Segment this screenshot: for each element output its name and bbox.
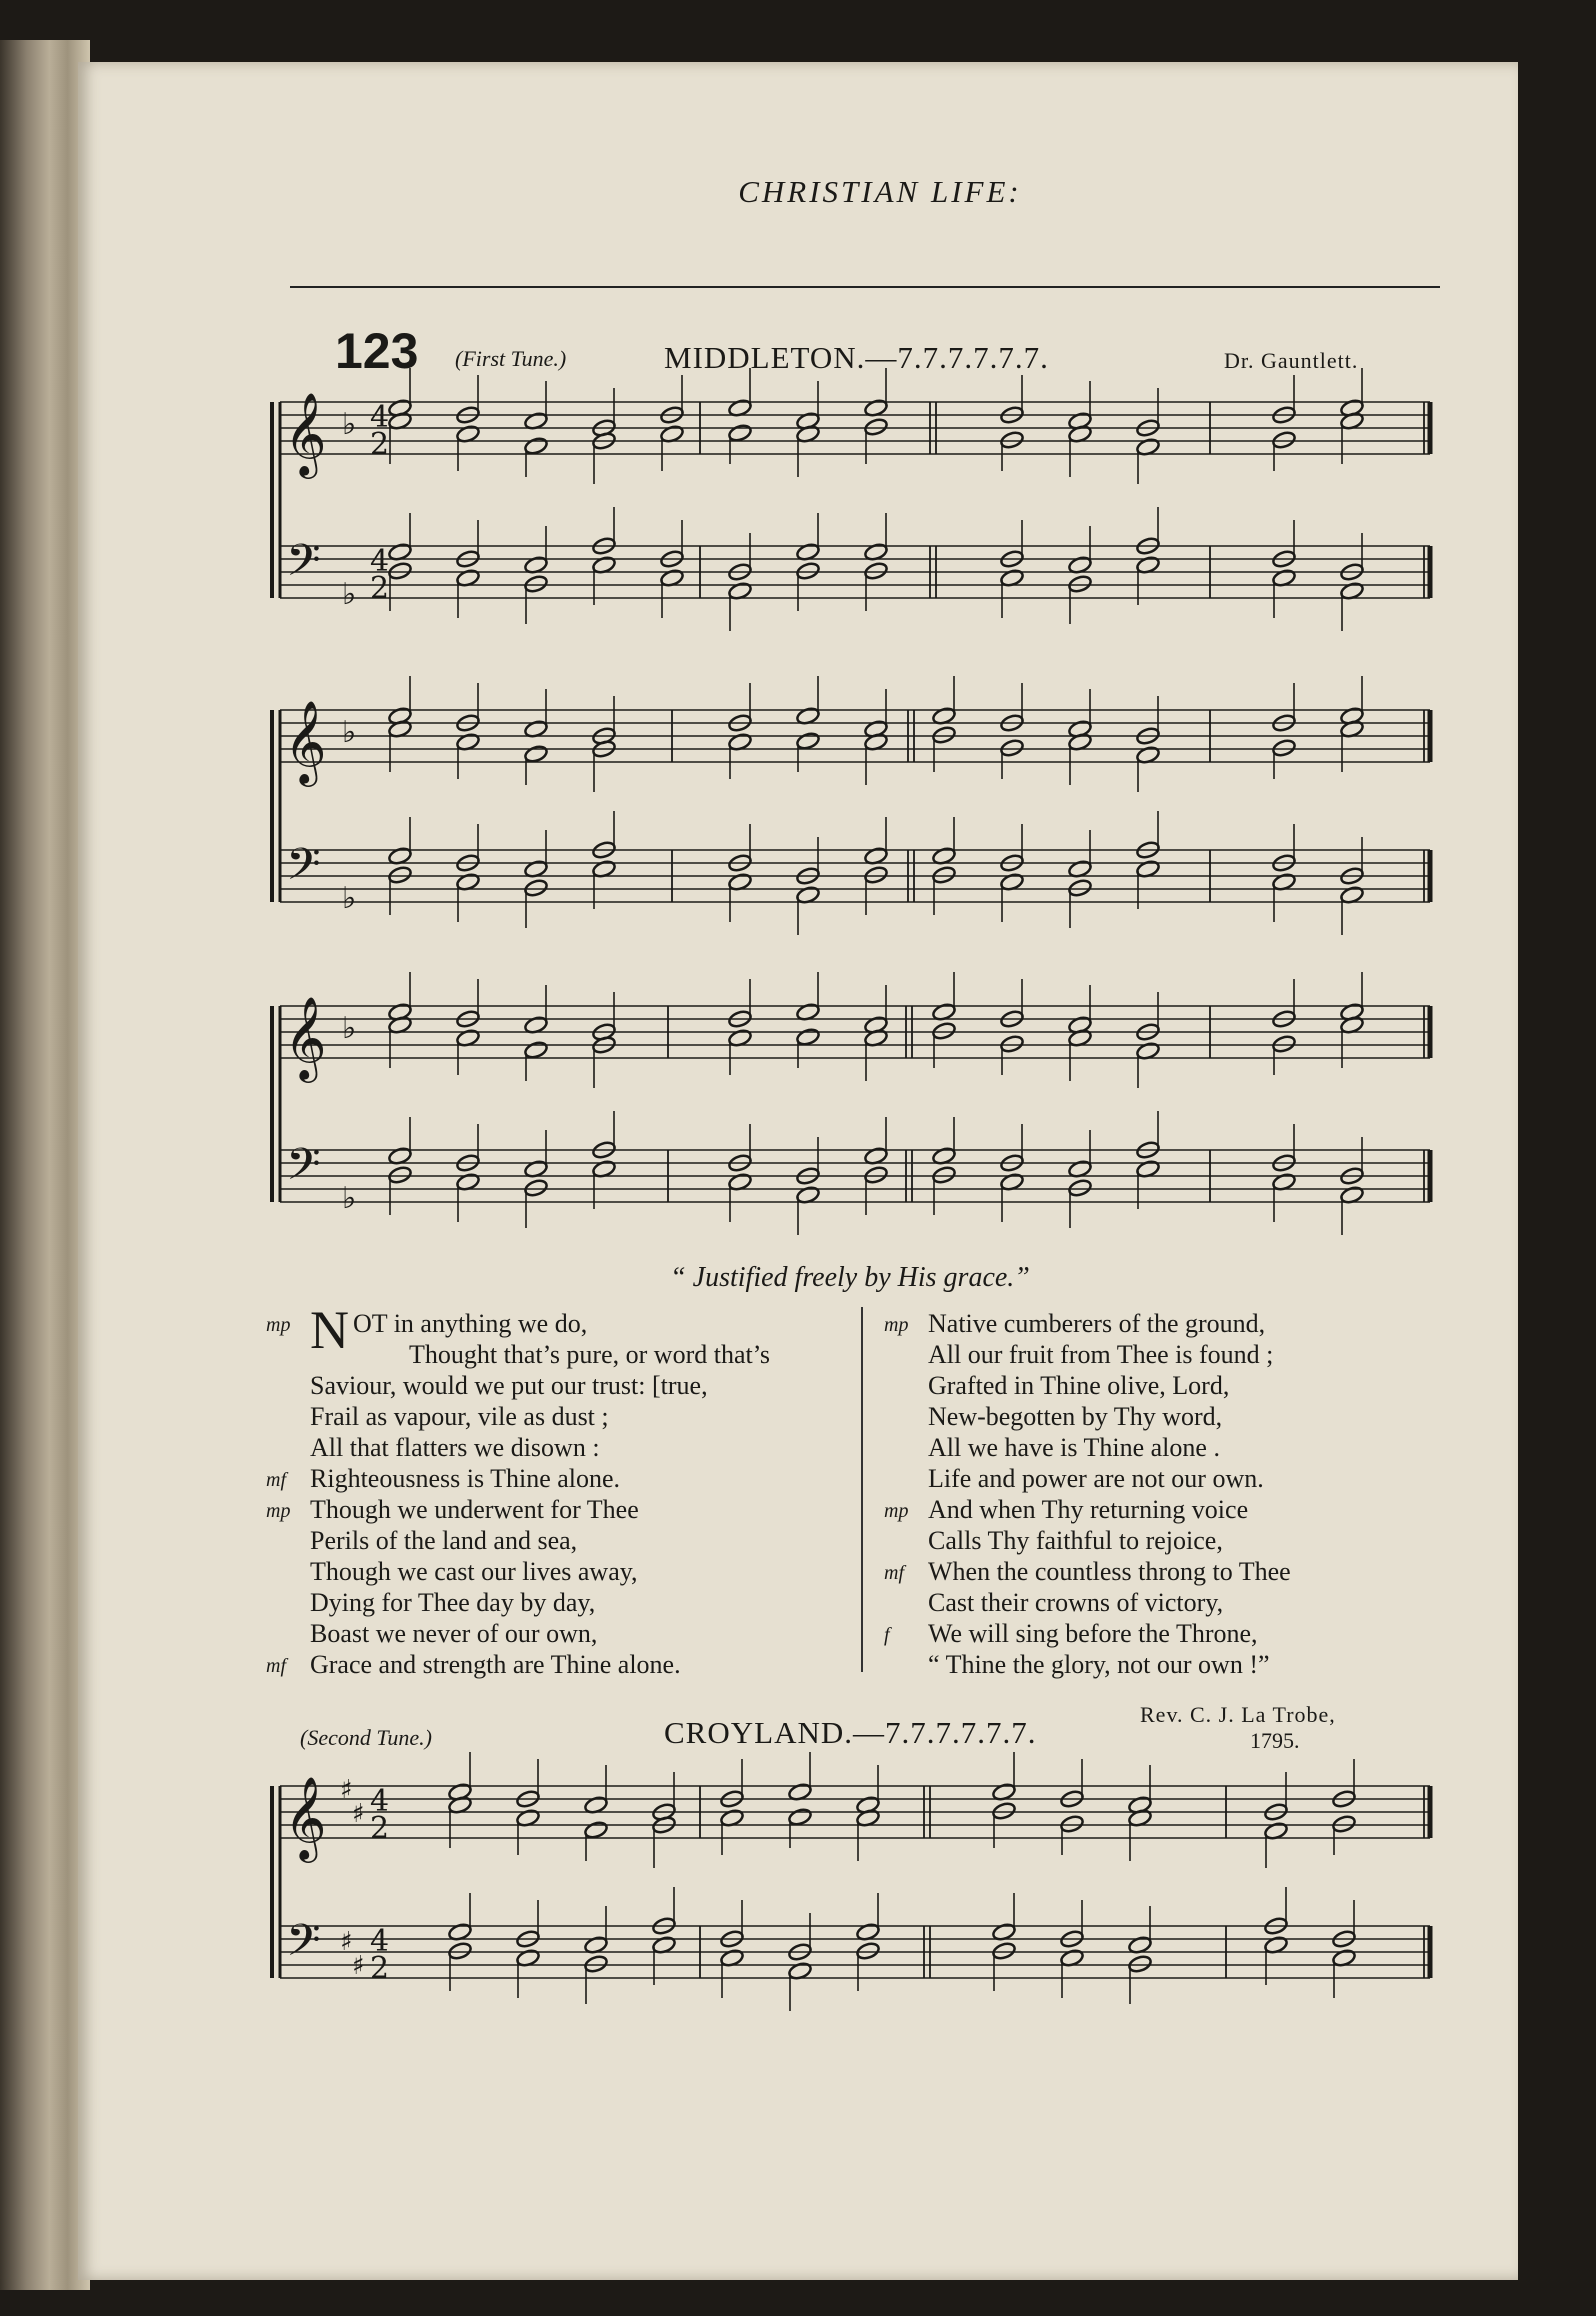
half-note-head: [387, 865, 412, 885]
verse-text: All our fruit from Thee is found ;: [928, 1340, 1274, 1369]
half-note-head: [387, 1165, 412, 1185]
half-note-head: [523, 744, 548, 764]
verse-line: [266, 1463, 727, 1494]
half-note-head: [931, 865, 956, 885]
verse-line: [310, 1587, 727, 1618]
verse-line: [928, 1401, 1291, 1432]
treble-clef: 𝄞: [284, 1775, 327, 1859]
key-signature-sharp: ♯: [352, 1799, 365, 1829]
verse-text: Life and power are not our own.: [928, 1464, 1264, 1493]
key-signature-flat: ♭: [342, 881, 357, 916]
half-note-head: [727, 423, 752, 443]
treble-clef: 𝄞: [284, 995, 327, 1079]
half-note-head: [931, 1021, 956, 1041]
dynamic-marking: mp: [266, 1314, 291, 1336]
bass-clef: 𝄢: [286, 838, 321, 901]
key-signature-flat: ♭: [342, 577, 357, 612]
half-note-head: [855, 1941, 880, 1961]
time-signature-top: 4: [370, 400, 390, 435]
time-signature-bottom: 2: [370, 571, 390, 606]
verse-line: [310, 1618, 727, 1649]
half-note-head: [1067, 1178, 1092, 1198]
verse-line: [310, 1556, 727, 1587]
verse-text: All we have is Thine alone .: [928, 1433, 1220, 1462]
time-signature-top: 4: [370, 544, 390, 579]
treble-clef: 𝄞: [284, 699, 327, 783]
dynamic-marking: mp: [884, 1314, 909, 1336]
half-note-head: [1127, 1954, 1152, 1974]
bass-clef: 𝄢: [286, 1914, 321, 1977]
half-note-head: [523, 1040, 548, 1060]
verse-text: Calls Thy faithful to rejoice,: [928, 1526, 1223, 1555]
key-signature-sharp: ♯: [340, 1927, 353, 1957]
half-note-head: [1271, 1034, 1296, 1054]
hymn-motto: “ Justified freely by His grace.”: [670, 1262, 1030, 1293]
verse-line: [928, 1525, 1291, 1556]
half-note-head: [583, 1954, 608, 1974]
key-signature-flat: ♭: [342, 1011, 357, 1046]
half-note-head: [1331, 1814, 1356, 1834]
verse-text: Grafted in Thine olive, Lord,: [928, 1371, 1230, 1400]
key-signature-flat: ♭: [342, 407, 357, 442]
bass-clef: 𝄢: [286, 1138, 321, 1201]
verse-text: Boast we never of our own,: [310, 1619, 598, 1648]
verse-line: [928, 1587, 1291, 1618]
half-note-head: [523, 574, 548, 594]
half-note-head: [991, 1941, 1016, 1961]
verse-text: Native cumberers of the ground,: [928, 1309, 1266, 1338]
first-tune-name: MIDDLETON.—7.7.7.7.7.7.: [664, 340, 1049, 375]
verse-line: [928, 1339, 1291, 1370]
half-note-head: [863, 1165, 888, 1185]
dynamic-marking: mf: [266, 1469, 286, 1491]
first-tune-composer: Dr. Gauntlett.: [1224, 348, 1359, 373]
half-note-head: [1059, 1814, 1084, 1834]
half-note-head: [787, 1807, 812, 1827]
second-tune-label: (Second Tune.): [300, 1725, 432, 1750]
verse-text: Perils of the land and sea,: [310, 1526, 578, 1555]
running-head: CHRISTIAN LIFE:: [738, 174, 1022, 209]
half-note-head: [1271, 430, 1296, 450]
drop-cap: N: [310, 1300, 349, 1360]
time-signature-bottom: 2: [370, 1951, 390, 1986]
verse-text: Cast their crowns of victory,: [928, 1588, 1224, 1617]
verses-left-column: [266, 1300, 771, 1680]
verse-text: Dying for Thee day by day,: [310, 1588, 596, 1617]
key-signature-sharp: ♯: [340, 1775, 353, 1805]
verse-line: [310, 1432, 727, 1463]
half-note-head: [795, 731, 820, 751]
time-signature-bottom: 2: [370, 427, 390, 462]
verse-line: [310, 1401, 727, 1432]
half-note-head: [999, 738, 1024, 758]
verse-line: [884, 1618, 1291, 1649]
second-tune-name: CROYLAND.—7.7.7.7.7.7.: [664, 1715, 1037, 1750]
half-note-head: [795, 561, 820, 581]
dynamic-marking: mp: [266, 1500, 291, 1522]
time-signature-top: 4: [370, 1784, 390, 1819]
key-signature-flat: ♭: [342, 715, 357, 750]
verse-text: We will sing before the Throne,: [928, 1619, 1258, 1648]
verse-line: [310, 1525, 727, 1556]
verse-line: [884, 1308, 1291, 1339]
verse-text: Though we cast our lives away,: [310, 1557, 638, 1586]
verse-text: Grace and strength are Thine alone.: [310, 1650, 681, 1679]
staff-systems: [272, 368, 1430, 2011]
second-tune-year: 1795.: [1250, 1728, 1300, 1753]
verse-text: Though we underwent for Thee: [310, 1495, 639, 1524]
second-tune-composer: Rev. C. J. La Trobe,: [1140, 1702, 1336, 1727]
verse-text: Saviour, would we put our trust: [true,: [310, 1371, 708, 1400]
half-note-head: [523, 1178, 548, 1198]
verses-right-column: [884, 1308, 1291, 1680]
verse-line: [928, 1370, 1291, 1401]
time-signature-top: 4: [370, 1924, 390, 1959]
half-note-head: [931, 1165, 956, 1185]
dynamic-marking: mp: [884, 1500, 909, 1522]
half-note-head: [523, 436, 548, 456]
verse-text: Frail as vapour, vile as dust ;: [310, 1402, 609, 1431]
dynamic-marking: mf: [884, 1562, 904, 1584]
verse-text: New-begotten by Thy word,: [928, 1402, 1223, 1431]
verse-text: OT in anything we do,: [353, 1309, 588, 1338]
half-note-head: [1067, 878, 1092, 898]
column-divider: [861, 1307, 863, 1672]
verse-text: “ Thine the glory, not our own !”: [928, 1650, 1270, 1679]
verse-line: [310, 1339, 771, 1370]
verse-text: When the countless throng to Thee: [928, 1557, 1291, 1586]
half-note-head: [447, 1941, 472, 1961]
dynamic-marking: f: [884, 1624, 890, 1646]
key-signature-flat: ♭: [342, 1181, 357, 1216]
half-note-head: [863, 417, 888, 437]
half-note-head: [523, 878, 548, 898]
verse-line: [884, 1494, 1291, 1525]
half-note-head: [991, 1801, 1016, 1821]
verse-line: [928, 1649, 1291, 1680]
hymn-number: 123: [335, 323, 419, 379]
verse-line: [928, 1432, 1291, 1463]
half-note-head: [999, 430, 1024, 450]
half-note-head: [1271, 738, 1296, 758]
verse-text: And when Thy returning voice: [928, 1495, 1249, 1524]
dynamic-marking: mf: [266, 1655, 286, 1677]
verse-line: [266, 1649, 727, 1680]
verse-line: [266, 1494, 727, 1525]
verse-text: Righteousness is Thine alone.: [310, 1464, 621, 1493]
verse-line: [928, 1463, 1291, 1494]
verse-line: [884, 1556, 1291, 1587]
half-note-head: [387, 561, 412, 581]
half-note-head: [999, 1034, 1024, 1054]
half-note-head: [795, 1027, 820, 1047]
half-note-head: [863, 865, 888, 885]
verse-line: [310, 1370, 727, 1401]
time-signature-bottom: 2: [370, 1811, 390, 1846]
bass-clef: 𝄢: [286, 534, 321, 597]
first-tune-label: (First Tune.): [455, 346, 567, 371]
half-note-head: [931, 725, 956, 745]
treble-clef: 𝄞: [284, 391, 327, 475]
key-signature-sharp: ♯: [352, 1951, 365, 1981]
half-note-head: [863, 561, 888, 581]
verse-text: Thought that’s pure, or word that’s: [409, 1340, 771, 1369]
verse-text: All that flatters we disown :: [310, 1433, 600, 1462]
half-note-head: [1067, 574, 1092, 594]
half-note-head: [583, 1820, 608, 1840]
